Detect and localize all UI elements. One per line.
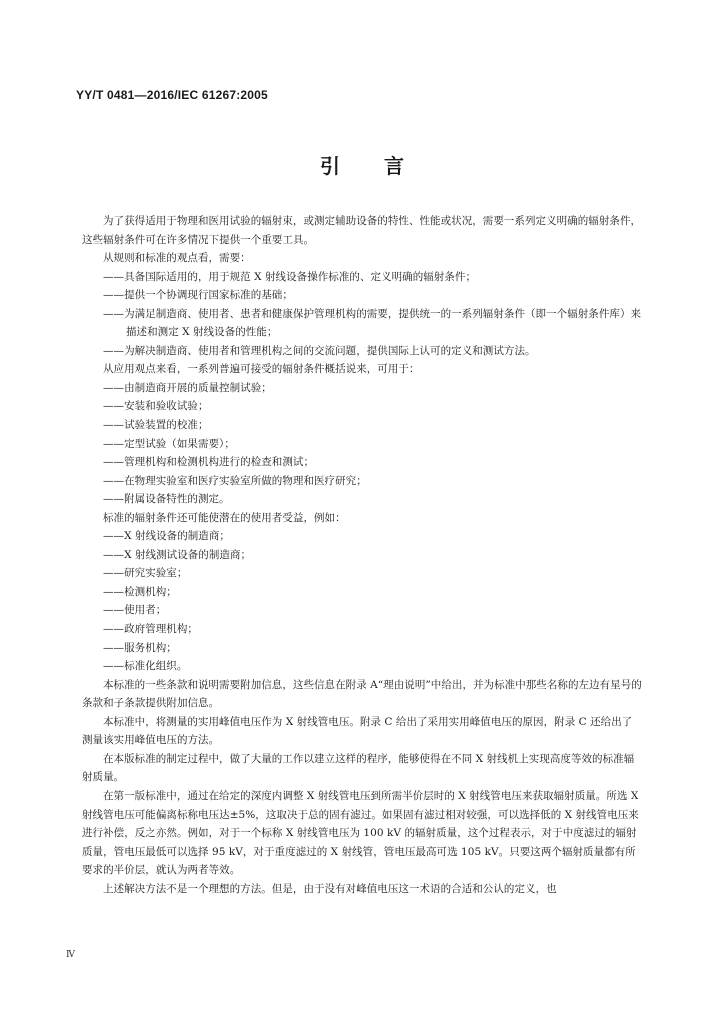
standard-code-header: YY/T 0481—2016/IEC 61267:2005: [76, 88, 268, 102]
body-text: [82, 212, 642, 898]
paragraph: 标准的辐射条件还可能使潜在的使用者受益，例如：: [103, 511, 346, 524]
paragraph: 本标准中，将测量的实用峰值电压作为 X 射线管电压。附录 C 给出了采用实用峰值电压的原因，附录 C 还给出了测量该实用峰值电压的方法。: [82, 715, 633, 747]
list-item: ——管理机构和检测机构进行的检查和测试；: [103, 456, 314, 469]
list-item: ——在物理实验室和医疗实验室所做的物理和医疗研究；: [103, 474, 367, 487]
paragraph: 在第一版标准中，通过在给定的深度内调整 X 射线管电压到所需半价层时的 X 射线管电压来获取辐射质量。所选 X 射线管电压可能偏离标称电压达±5%，这取决于总的固有滤过。如果固有滤过相对较强，可以选择低的 X 射线管电压来进行补偿，反之亦然。例如，对于一个标称 X 射线管电压为 100 kV 的辐射质量，这个过程表示，对于中度滤过的辐射质量，管电压最低可以选择 95 kV，对于重度滤过的 X 射线管，管电压最高可选 105 kV。只要这两个辐射质量都有所要求的半价层，就认为两者等效。: [82, 789, 639, 877]
paragraph: 在本版标准的制定过程中，做了大量的工作以建立这样的程序，能够使得在不同 X 射线机上实现高度等效的标准辐射质量。: [82, 752, 635, 784]
paragraph: 从规则和标准的观点看，需要：: [103, 252, 251, 265]
section-title: 引言: [320, 154, 448, 178]
list-item: ——标准化组织。: [103, 660, 188, 673]
list-item: ——使用者；: [103, 604, 167, 617]
list-item: ——研究实验室；: [103, 567, 188, 580]
list-item: ——为满足制造商、使用者、患者和健康保护管理机构的需要，提供统一的一系列辐射条件（即一个辐射条件库）来描述和测定 X 射线设备的性能；: [103, 307, 642, 339]
list-item: ——由制造商开展的质量控制试验；: [103, 381, 272, 394]
page-number: Ⅳ: [66, 950, 75, 960]
list-item: ——提供一个协调现行国家标准的基础；: [103, 289, 293, 302]
list-item: ——具备国际适用的，用于规范 X 射线设备操作标准的、定义明确的辐射条件；: [103, 270, 476, 283]
paragraph: 从应用观点来看，一系列普遍可接受的辐射条件概括说来，可用于：: [103, 363, 420, 376]
list-item: ——定型试验（如果需要）；: [103, 437, 235, 450]
list-item: ——X 射线设备的制造商；: [103, 530, 230, 543]
list-item: ——政府管理机构；: [103, 623, 198, 636]
list-item: ——试验装置的校准；: [103, 419, 209, 432]
list-item: ——附属设备特性的测定。: [103, 493, 230, 506]
list-item: ——X 射线测试设备的制造商；: [103, 548, 252, 561]
list-item: ——为解决制造商、使用者和管理机构之间的交流问题，提供国际上认可的定义和测试方法。: [103, 344, 536, 357]
list-item: ——安装和验收试验；: [103, 400, 209, 413]
paragraph: 本标准的一些条款和说明需要附加信息，这些信息在附录 A“理由说明”中给出，并为标准中那些名称的左边有星号的条款和子条款提供附加信息。: [82, 678, 642, 710]
list-item: ——服务机构；: [103, 641, 177, 654]
paragraph: 上述解决方法不是一个理想的方法。但是，由于没有对峰值电压这一术语的合适和公认的定义，也: [103, 882, 557, 895]
paragraph: 为了获得适用于物理和医用试验的辐射束，或测定辅助设备的特性、性能或状况，需要一系列定义明确的辐射条件，这些辐射条件可在许多情况下提供一个重要工具。: [82, 215, 642, 246]
list-item: ——检测机构；: [103, 585, 177, 598]
